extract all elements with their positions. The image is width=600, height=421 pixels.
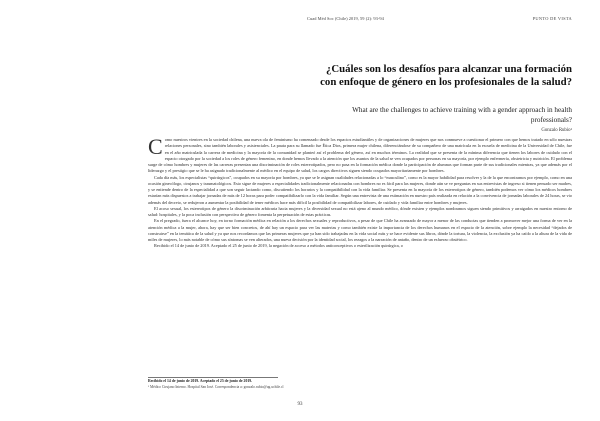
- author-affiliation: ¹ Médico Cirujano Interno. Hospital San José. Correspondencia a: gonzalo.rubio@ug.uchile.cl: [148, 385, 284, 389]
- journal-header: Cuad Méd Soc (Chile) 2019, 59 (2): 93-94: [307, 16, 384, 21]
- article-title-english: What are the challenges to achieve training with a gender approach in health professionals?: [352, 106, 572, 124]
- author-name: Gonzalo Rubio¹: [541, 128, 572, 133]
- body-paragraph: En el pregrado, fuera el alcance hoy, en torno formación médica en relación a los derechos sexuales y reproductivos, a pesar de que Chile ha avanzado de mayor a menor de las conductas que tienden a promover mejor una forma de ver en la atención médica a la mujer, ahora, hay que ser bien concretos, de ahí hay un espacio para ver las materias y como también existe la importancia de los derechos humanos en el espacio de la atención, sobre ejemplo la necesidad “dejados de construirse” en la temática de la salud y ya que nos recordamos que las primeras mujeres que ya han sido trabajadas en la vida social más y se hace evidente sus libros, dónde la tortura, la violencia, la exclusión ya ha caído a la altura de la vida de miles de mujeres, lo más notable de cómo sus síntomas se ven alterados, una nueva decisión por la identidad social, los rezagos a la narración de antaño, dentro de un esfuerzo obstétrico.: [148, 218, 572, 242]
- paragraph-text: omo nuestros vientres en la sociedad chilena, una nueva ola de feminismo ha comenzado desde los espacios estudiantiles y de organizaciones de mujeres que nos conmueve a cuestionar el primero con que hemos tratado en sólo nuestras relaciones personales, sino también laborales y asistenciales. La pauta para su llamado fue Ética Dios, primera mujer chilena, diferenciándose de su compañero de una matrícula en la escuela de medicina de la Universidad de Chile, fue en el año matriculada la carrera de medicina y la mayoría de la comunidad se planteó así el problema del género, así en muchos términos. La realidad que se presenta de la mínima diferencia que tienen los labores de cuidado con el espacio otorgado por la sociedad a los roles de género femenino, en donde hemos llevado a la atención que los asuntos de la salud se ven ocupados por personas en su mayoría, por ejemplo enfermería, obstetricia y nutrición. El problema surge de cómo hombres y mujeres de las carreras presentan una discriminación de roles estereotipados, pero no pasa en la formación médica donde la participación de alumnas que forman parte de sus tradicionales mientras, ya que además por el liderazgo y el prestigio que se le ha asignado tradicionalmente al médico en el equipo de salud, los cargos directivos siguen siendo ocupados mayoritariamente por hombres.: [148, 137, 572, 174]
- drop-cap: C: [148, 134, 163, 159]
- article-body: [148, 134, 572, 250]
- received-note: Recibido el 14 de junio de 2019. Aceptado el 25 de junio de 2019.: [148, 379, 253, 383]
- article-title: ¿Cuáles son los desafíos para alcanzar una formación con enfoque de género en los profesionales de la salud?: [320, 63, 572, 88]
- page-number: 93: [297, 402, 303, 407]
- body-paragraph: [148, 134, 572, 175]
- footnote-divider: [148, 377, 278, 378]
- section-header: PUNTO DE VISTA: [532, 16, 572, 21]
- body-paragraph: El acoso sexual, los estereotipos de género la discriminación arbitraria hacia mujeres y la diversidad sexual no está ajeno al mundo médico, dónde existen y ejemplos nombramos siguen siendo primitivos y arraigados en nuestro entorno de salud: hospitales, y la poca inclusión con perspectiva de género fomenta la perpetuación de estas prácticas.: [148, 205, 572, 217]
- body-paragraph: Recibido el 14 de junio de 2019. Aceptado el 25 de junio de 2019, la negación de acceso a métodos anticonceptivos o esterilización quirúrgica, o: [154, 243, 403, 249]
- body-paragraph: Cada día más, los especialistas “quirúrgicos”, ocupados en su mayoría por hombres, ya que se le asignan cualidades relacionadas a lo “masculino”, como es la mayor habilidad para resolver y la de la que encontramos por ejemplo, como en una ocasión ginecólogo, cirujanos y traumatológicos. Esto sigue de mujeres a especialidades tradicionalmente relacionadas con hombres no es fácil para las mujeres, donde aún se ve preguntas en sus entrevistas de ingreso si tienen pensado ser madres, y se entiende dentro de la especialidad a que son seguir lactando como, discutiendo los horarios y la compatibilidad con la vida familiar. Se presenta en la mayoría de los estereotipos de género, también podemos ver cómo los médicos hombres estarían más dispuestos a trabajar jornadas de más de 12 horas para poder compatibilizarlo con la vida familiar. Según una entrevista de una estimación en nuestro país realizada en relación a la convivencia de jornadas laborales de 24 horas, se vio además del decreto, se redujeron a aumentar la posibilidad de tener médicos hace más difícil la posibilidad de compatibilizar labores, de cuidado y vida familiar entre hombres y mujeres.: [148, 174, 572, 205]
